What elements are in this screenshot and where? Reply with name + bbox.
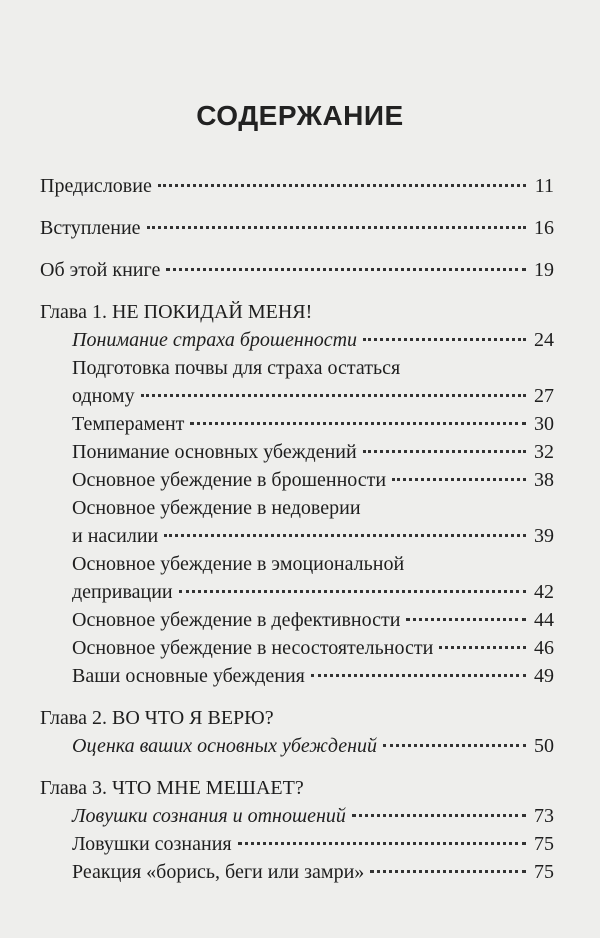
page-number: 24 xyxy=(534,329,554,351)
dot-leader xyxy=(190,422,526,425)
page-number: 38 xyxy=(534,469,554,491)
page-number: 11 xyxy=(534,175,554,197)
page-number: 44 xyxy=(534,609,554,631)
toc-label: Основное убеждение в дефективности xyxy=(72,609,401,631)
toc-label: Понимание страха брошенности xyxy=(72,329,358,351)
toc-entry[interactable] xyxy=(40,382,554,410)
toc-label: Предисловие xyxy=(40,175,152,197)
page-number: 16 xyxy=(534,217,554,239)
toc-label-line[interactable]: Основное убеждение в эмоциональной xyxy=(72,553,405,575)
dot-leader xyxy=(179,590,526,593)
chapter-heading[interactable]: Глава 2. ВО ЧТО Я ВЕРЮ? xyxy=(40,707,274,729)
page-number: 30 xyxy=(534,413,554,435)
dot-leader xyxy=(352,814,526,817)
dot-leader xyxy=(383,744,526,747)
toc-entry[interactable] xyxy=(40,830,554,858)
page-number: 42 xyxy=(534,581,554,603)
toc-label: Ваши основные убеждения xyxy=(72,665,305,687)
toc-entry[interactable] xyxy=(40,438,554,466)
toc-label: одному xyxy=(72,385,135,407)
toc-entry[interactable] xyxy=(40,858,554,886)
dot-leader xyxy=(392,478,526,481)
toc-entry[interactable] xyxy=(40,802,554,830)
toc-label: Основное убеждение в несостоятельности xyxy=(72,637,434,659)
page-number: 32 xyxy=(534,441,554,463)
page-number: 73 xyxy=(534,805,554,827)
toc-label: Основное убеждение в брошенности xyxy=(72,469,387,491)
dot-leader xyxy=(311,674,526,677)
toc-entry[interactable] xyxy=(40,522,554,550)
toc-entry[interactable] xyxy=(40,732,554,760)
dot-leader xyxy=(158,184,526,187)
dot-leader xyxy=(439,646,526,649)
toc-entry[interactable] xyxy=(40,634,554,662)
toc-entry[interactable] xyxy=(40,662,554,690)
page-number: 50 xyxy=(534,735,554,757)
dot-leader xyxy=(147,226,526,229)
toc-label-line[interactable]: Подготовка почвы для страха остаться xyxy=(72,357,401,379)
toc-label: Ловушки сознания и отношений xyxy=(72,805,346,827)
toc-label: Вступление xyxy=(40,217,141,239)
dot-leader xyxy=(141,394,526,397)
chapter-heading[interactable]: Глава 3. ЧТО МНЕ МЕШАЕТ? xyxy=(40,777,304,799)
toc-entry[interactable] xyxy=(40,578,554,606)
page-number: 39 xyxy=(534,525,554,547)
page-number: 46 xyxy=(534,637,554,659)
toc-entry-intro[interactable] xyxy=(40,214,554,242)
table-of-contents xyxy=(40,172,554,886)
page-number: 49 xyxy=(534,665,554,687)
toc-label: Оценка ваших основных убеждений xyxy=(72,735,378,757)
toc-entry[interactable] xyxy=(40,606,554,634)
toc-label: Понимание основных убеждений xyxy=(72,441,357,463)
toc-entry-about[interactable] xyxy=(40,256,554,284)
toc-entry[interactable] xyxy=(40,466,554,494)
toc-label: Реакция «борись, беги или замри» xyxy=(72,861,365,883)
page-title: СОДЕРЖАНИЕ xyxy=(196,100,404,131)
chapter-heading[interactable]: Глава 1. НЕ ПОКИДАЙ МЕНЯ! xyxy=(40,301,313,323)
page-number: 75 xyxy=(534,861,554,883)
page-number: 75 xyxy=(534,833,554,855)
dot-leader xyxy=(363,338,526,341)
toc-label: Темперамент xyxy=(72,413,185,435)
toc-entry[interactable] xyxy=(40,326,554,354)
dot-leader xyxy=(363,450,526,453)
dot-leader xyxy=(406,618,526,621)
dot-leader xyxy=(166,268,526,271)
dot-leader xyxy=(238,842,526,845)
page-number: 19 xyxy=(534,259,554,281)
toc-label: и насилии xyxy=(72,525,159,547)
toc-label: депривации xyxy=(72,581,173,603)
toc-entry-preface[interactable] xyxy=(40,172,554,200)
toc-label-line[interactable]: Основное убеждение в недоверии xyxy=(72,497,361,519)
toc-label: Об этой книге xyxy=(40,259,161,281)
toc-entry[interactable] xyxy=(40,410,554,438)
page-number: 27 xyxy=(534,385,554,407)
dot-leader xyxy=(164,534,526,537)
toc-label: Ловушки сознания xyxy=(72,833,232,855)
dot-leader xyxy=(370,870,526,873)
